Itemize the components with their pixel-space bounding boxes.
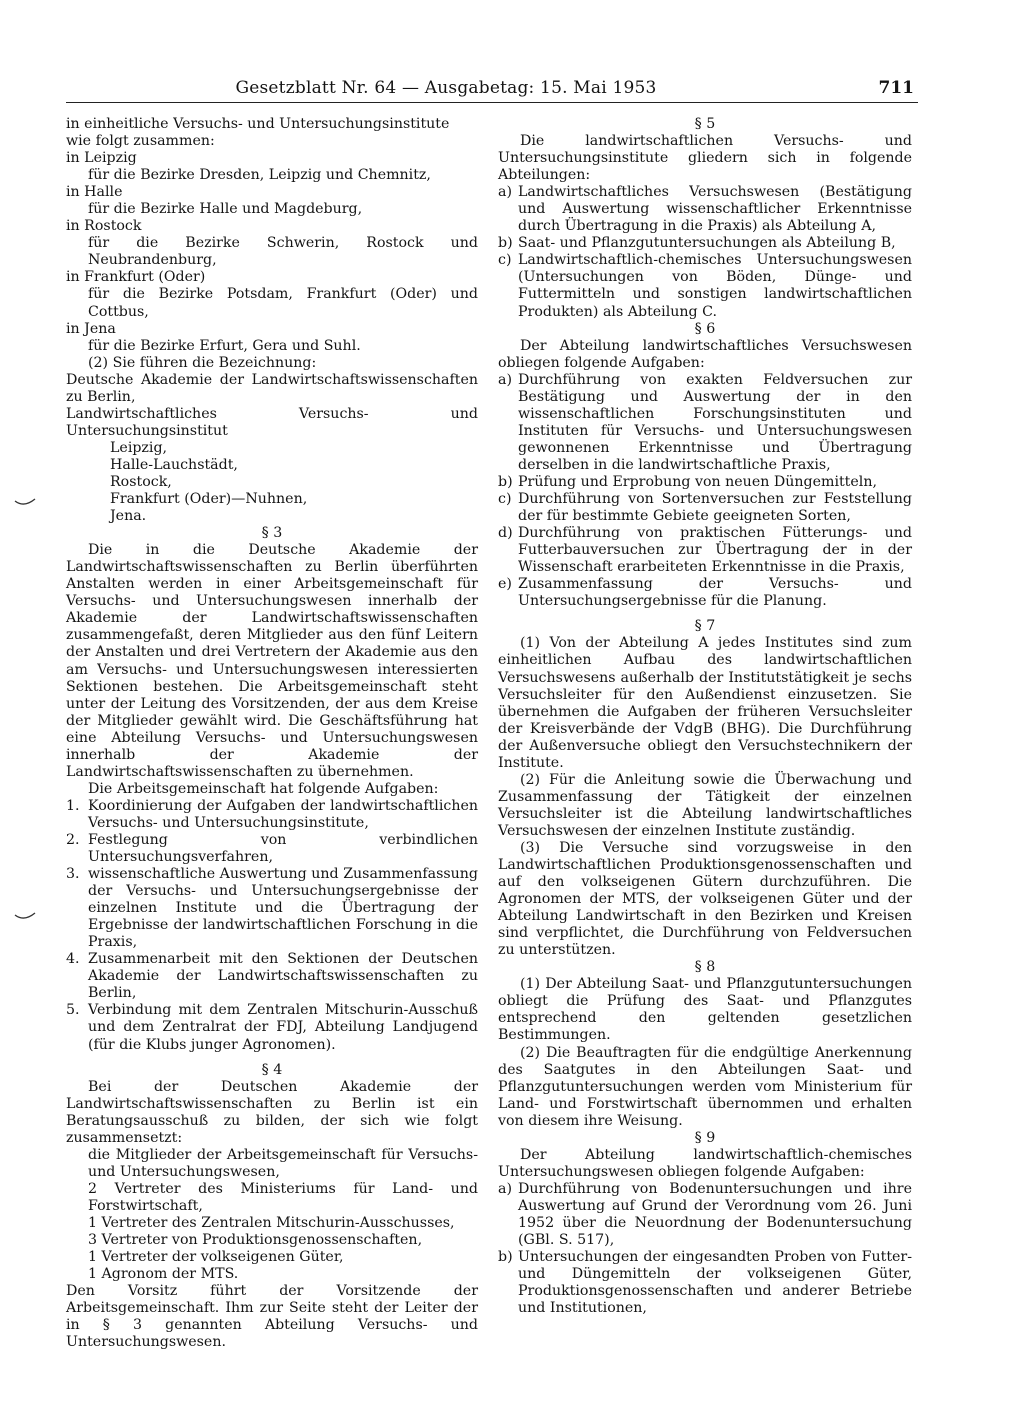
list-text: Koordinierung der Aufgaben der landwirtschaftlichen Versuchs- und Untersuchungsinstitute, [88,797,478,831]
city-districts: für die Bezirke Schwerin, Rostock und Neubrandenburg, [88,235,478,269]
paragraph: Die in die Deutsche Akademie der Landwirtschaftswissenschaften zu Berlin überführten Anstalten werden in einer Arbeitsgemeinschaft für Versuchs- und Untersuchungswesen innerhalb der Akademie der Landwirtschaftswissenschaften zusammengefaßt, deren Mitglieder aus den fünf Leitern der Anstalten und drei Vertretern der Akademie aus den am Versuchs- und Untersuchungswesen interessierten Sektionen bestehen. Die Arbeitsgemeinschaft steht unter der Leitung des Vorsitzenden, der aus dem Kreise der Mitglieder gewählt wird. Die Geschäftsführung hat eine Abteilung Versuchs- und Untersuchungswesen innerhalb der Akademie der Landwirtschaftswissenschaften zu übernehmen. [66,542,478,780]
header-title: Gesetzblatt Nr. 64 — Ausgabetag: 15. Mai 1953 [235,78,657,98]
paragraph: Den Vorsitz führt der Vorsitzende der Arbeitsgemeinschaft. Ihm zur Seite steht der Leiter der in § 3 genannten Abteilung Versuchs- und Untersuchungswesen. [66,1283,478,1351]
paragraph: Bei der Deutschen Akademie der Landwirtschaftswissenschaften zu Berlin ist ein Beratungsausschuß zu bilden, der sich wie folgt zusammensetzt: [66,1078,478,1146]
list-letter: b) [498,1249,513,1266]
paragraph: Die Arbeitsgemeinschaft hat folgende Aufgaben: [88,780,439,797]
list-letter: c) [498,491,512,508]
list-text: wissenschaftliche Auswertung und Zusammenfassung der Versuchs- und Untersuchungsergebnisse der einzelnen Institute und die Übertragung der Ergebnisse der landwirtschaftlichen Forschung in die Praxis, [88,866,478,951]
list-text: Landwirtschaftliches Versuchswesen (Bestätigung und Auswertung wissenschaftlicher Erkenntnisse durch Übertragung in die Praxis) als Abteilung A, [518,184,912,235]
list-item [498,576,912,610]
list-text: Verbindung mit dem Zentralen Mitschurin-Ausschuß und dem Zentralrat der FDJ, Abteilung Landjugend (für die Klubs junger Agronomen). [88,1002,478,1053]
paragraph: (2) Die Beauftragten für die endgültige Anerkennung des Saatgutes in den Abteilungen Saat- und Pflanzgutuntersuchungen werden vom Ministerium für Land- und Forstwirtschaft übernommen und erhalten von diesem ihre Weisung. [498,1044,912,1129]
location-item: Leipzig, [110,439,168,456]
paragraph: (3) Die Versuche sind vorzugsweise in den Landwirtschaftlichen Produktionsgenossenschaften und auf den volkseigenen Gütern durchzuführen. Die Agronomen der MTS, der volkseigenen Güter und der Abteilung Landwirtschaft in den Bezirken und Kreisen sind verpflichtet, die Durchführung von Feldversuchen zu unterstützen. [498,839,912,959]
list-text: Durchführung von exakten Feldversuchen zur Bestätigung und Auswertung der in den wissenschaftlichen Forschungsinstituten und Instituten für Versuchs- und Untersuchungswesen gewonnenen Erkenntnisse und Übertragung derselben in die landwirtschaftliche Praxis, [518,371,912,473]
list-text: Festlegung von verbindlichen Untersuchungsverfahren, [88,831,478,866]
margin-pencil-mark [14,498,36,508]
committee-member: 1 Agronom der MTS. [88,1266,239,1283]
list-text: Durchführung von Sortenversuchen zur Feststellung der für bestimmte Gebiete geeigneten Sorten, [518,491,912,525]
city-districts: für die Bezirke Halle und Magdeburg, [88,201,363,218]
list-item [498,184,912,235]
list-letter: c) [498,252,512,269]
list-text: Untersuchungen der eingesandten Proben von Futter- und Düngemitteln der volkseigenen Güter, Produktionsgenossenschaften und anderer Betriebe und Institutionen, [518,1249,912,1317]
list-letter: b) [498,235,513,252]
paragraph: (2) Für die Anleitung sowie die Überwachung und Zusammenfassung der Tätigkeit der einzelnen Versuchsleiter ist die Abteilung landwirtschaftliches Versuchswesen der einzelnen Institute zuständig. [498,771,912,839]
list-letter: a) [498,371,512,388]
list-item [66,832,478,866]
list-item [498,491,912,525]
list-text: Durchführung von praktischen Fütterungs- und Futterbauversuchen zur Übertragung der in der Wissenschaft erarbeiteten Erkenntnisse in die Praxis, [518,525,912,576]
paragraph: (1) Von der Abteilung A jedes Institutes sind zum einheitlichen Aufbau des landwirtschaftlichen Versuchswesens außerhalb der Institutstätigkeit je sechs Versuchsleiter für den Außendienst einzusetzen. Sie übernehmen die Aufgaben der früheren Versuchsleiter der Kreisverbände der VdgB (BHG). Die Durchführung der Außenversuche obliegt den Versuchstechnikern der Institute. [498,635,912,771]
city-line: in Frankfurt (Oder) [66,269,206,286]
list-text: Landwirtschaftlich-chemisches Untersuchungswesen (Untersuchungen von Böden, Dünge- und Futtermitteln und sonstigen landwirtschaftlichen Produkten) als Abteilung C. [518,252,912,320]
city-districts: für die Bezirke Dresden, Leipzig und Chemnitz, [88,167,431,184]
section-heading: § 4 [261,1061,283,1078]
list-letter: b) [498,473,513,490]
location-item: Halle-Lauchstädt, [110,456,238,473]
institution-name: Landwirtschaftliches Versuchs- und Untersuchungsinstitut [66,405,478,439]
location-item: Frankfurt (Oder)—Nuhnen, [110,491,308,508]
paragraph: (1) Der Abteilung Saat- und Pflanzgutuntersuchungen obliegt die Prüfung des Saat- und Pflanzgutes entsprechend den geltenden gesetzlichen Bestimmungen. [498,976,912,1044]
committee-member: 1 Vertreter des Zentralen Mitschurin-Ausschusses, [88,1215,455,1231]
committee-member: 3 Vertreter von Produktionsgenossenschaften, [88,1232,423,1249]
location-item: Rostock, [110,473,172,490]
list-item [498,372,912,474]
paragraph: Die landwirtschaftlichen Versuchs- und Untersuchungsinstitute gliedern sich in folgende Abteilungen: [498,133,912,184]
list-number: 2. [66,831,80,848]
institution-name: Deutsche Akademie der Landwirtschaftswissenschaften zu Berlin, [66,371,478,405]
city-line: in Rostock [66,218,142,235]
list-letter: e) [498,576,512,593]
paragraph: (2) Sie führen die Bezeichnung: [88,354,317,371]
list-item [66,798,478,832]
list-item [66,1002,478,1053]
intro-line: wie folgt zusammen: [66,133,215,150]
city-line: in Halle [66,184,123,201]
list-letter: d) [498,525,513,542]
section-heading: § 5 [694,116,716,132]
city-districts: für die Bezirke Erfurt, Gera und Suhl. [88,337,361,354]
paragraph: Der Abteilung landwirtschaftliches Versuchswesen obliegen folgende Aufgaben: [498,337,912,371]
right-column [498,116,912,1317]
list-text: Prüfung und Erprobung von neuen Düngemitteln, [518,473,877,490]
intro-line: in einheitliche Versuchs- und Untersuchungsinstitute [66,116,450,132]
list-text: Zusammenarbeit mit den Sektionen der Deutschen Akademie der Landwirtschaftswissenschaften zu Berlin, [88,951,478,1002]
list-number: 4. [66,951,80,968]
list-text: Saat- und Pflanzgutuntersuchungen als Abteilung B, [518,235,896,252]
paragraph: Der Abteilung landwirtschaftlich-chemisches Untersuchungswesen obliegen folgende Aufgaben: [498,1146,912,1180]
list-text: Durchführung von Bodenuntersuchungen und ihre Auswertung auf Grund der Verordnung vom 26. Juni 1952 über die Neuordnung der Bodenuntersuchung (GBl. S. 517), [518,1180,912,1249]
list-item [66,951,478,1002]
running-header [66,72,918,103]
list-item [498,1181,912,1249]
list-text: Zusammenfassung der Versuchs- und Untersuchungsergebnisse für die Planung. [518,576,912,610]
committee-member: die Mitglieder der Arbeitsgemeinschaft für Versuchs- und Untersuchungswesen, [88,1146,478,1180]
city-line: in Leipzig [66,150,137,167]
page-number: 711 [878,78,914,98]
list-letter: a) [498,184,512,201]
section-heading: § 7 [694,618,716,635]
list-number: 1. [66,797,80,814]
margin-pencil-mark [14,912,36,922]
list-item [498,252,912,320]
list-letter: a) [498,1180,512,1197]
section-heading: § 3 [261,525,283,542]
list-item [498,474,912,491]
city-line: in Jena [66,320,116,337]
section-heading: § 6 [694,320,716,337]
committee-member: 1 Vertreter der volkseigenen Güter, [88,1249,344,1266]
list-number: 3. [66,866,80,883]
list-item [498,525,912,576]
committee-member: 2 Vertreter des Ministeriums für Land- und Forstwirtschaft, [88,1180,478,1214]
city-districts: für die Bezirke Potsdam, Frankfurt (Oder) und Cottbus, [88,286,478,320]
section-heading: § 8 [694,959,716,976]
list-item [498,235,912,252]
left-column [66,116,478,1351]
section-heading: § 9 [694,1129,716,1146]
list-item [498,1249,912,1317]
list-item [66,866,478,951]
list-number: 5. [66,1002,80,1019]
location-item: Jena. [110,508,147,525]
